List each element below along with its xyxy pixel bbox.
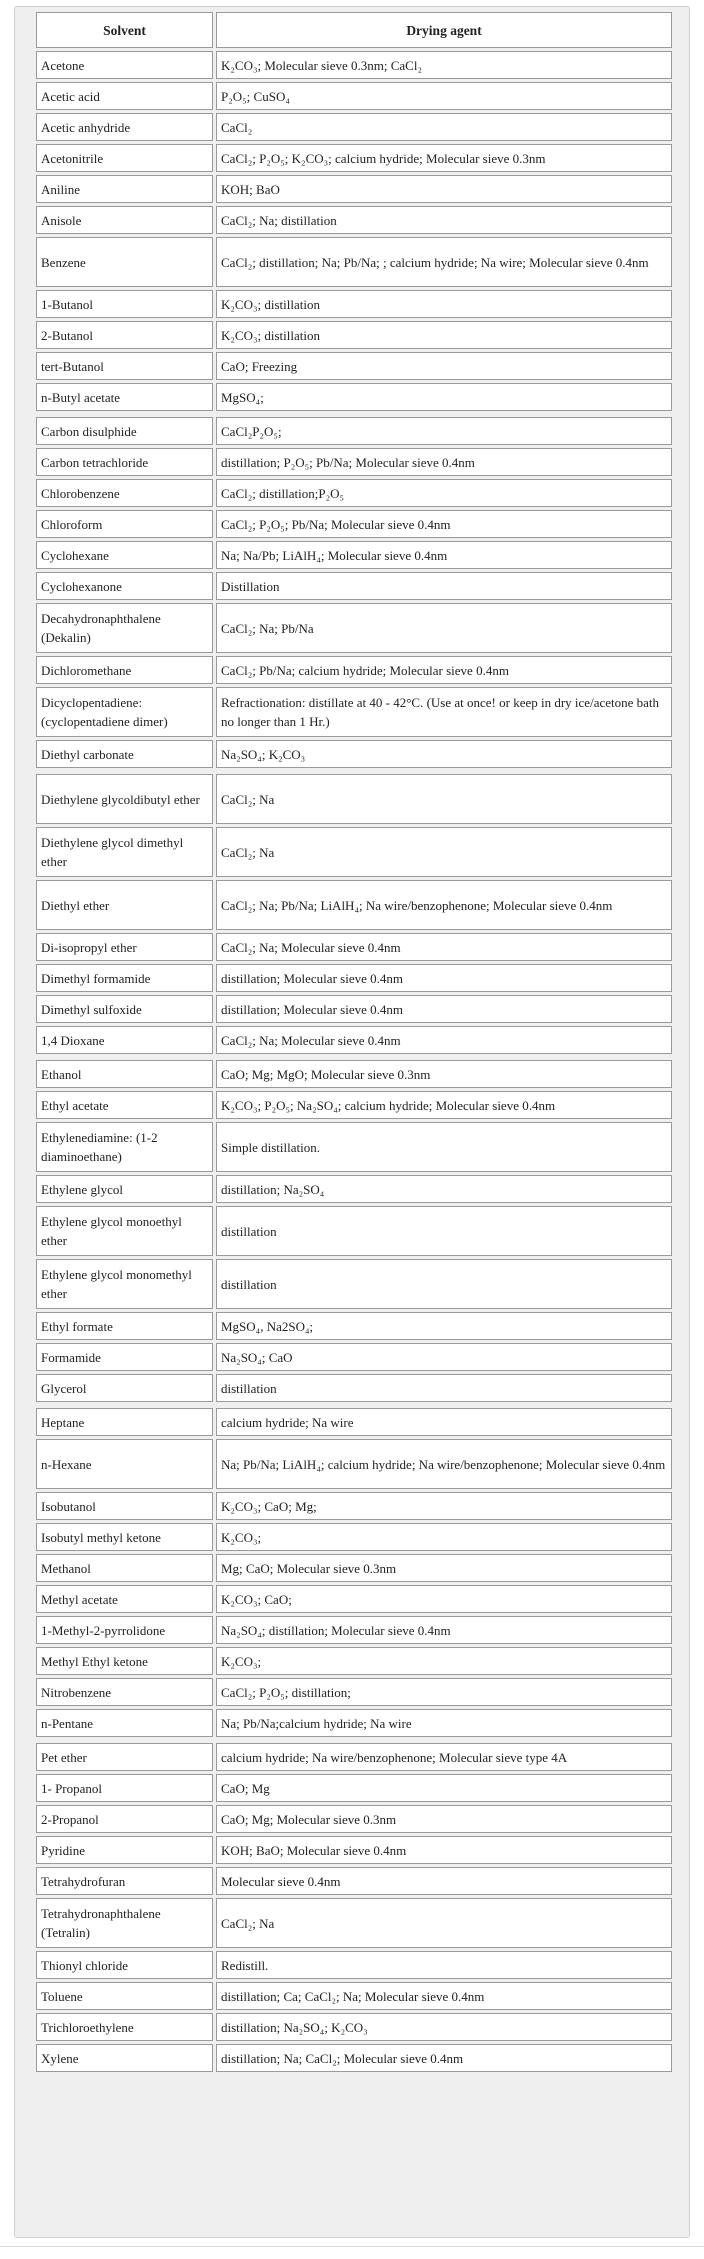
- table-row: [36, 1647, 672, 1675]
- solvent-name: Carbon tetrachloride: [41, 454, 149, 470]
- drying-agent-text: CaCl₂; Na; Molecular sieve 0.4nm: [221, 1032, 401, 1048]
- drying-agent-cell: [216, 1951, 672, 1979]
- table-row: [36, 144, 672, 172]
- table-row: [36, 1259, 672, 1309]
- drying-agent-cell: [216, 1439, 672, 1489]
- solvent-name: Anisole: [41, 212, 82, 228]
- bottom-divider: [0, 2246, 704, 2247]
- drying-agent-cell: [216, 740, 672, 768]
- drying-agent-cell: [216, 1091, 672, 1119]
- drying-agent-text: distillation: [221, 1223, 277, 1239]
- solvent-name: Xylene: [41, 2050, 79, 2066]
- solvent-cell: [36, 1206, 213, 1256]
- table-row: [36, 1774, 672, 1802]
- table-row: [36, 1554, 672, 1582]
- table-row: [36, 1678, 672, 1706]
- solvent-cell: [36, 1374, 213, 1402]
- solvent-name: Diethyl carbonate: [41, 746, 134, 762]
- drying-agent-cell: [216, 1836, 672, 1864]
- table-section: [36, 1408, 672, 1737]
- drying-agent-cell: [216, 1060, 672, 1088]
- drying-agent-text: CaCl₂; Na; distillation: [221, 212, 337, 228]
- drying-agent-cell: [216, 1867, 672, 1895]
- drying-agent-text: K₂CO₃;: [221, 1529, 262, 1545]
- drying-agent-text: CaCl₂; distillation;P₂O₅: [221, 485, 345, 501]
- solvent-name: Tetrahydronaphthalene (Tetralin): [41, 1906, 161, 1940]
- solvent-name: Trichloroethylene: [41, 2019, 134, 2035]
- drying-agent-text: K₂CO₃; Molecular sieve 0.3nm; CaCl₂: [221, 57, 422, 73]
- drying-agent-cell: [216, 144, 672, 172]
- drying-agent-text: CaCl₂P₂O₅;: [221, 423, 282, 439]
- solvent-cell: [36, 2044, 213, 2072]
- solvent-cell: [36, 82, 213, 110]
- solvent-cell: [36, 1898, 213, 1948]
- solvent-cell: [36, 774, 213, 824]
- drying-agent-text: CaO; Freezing: [221, 358, 298, 374]
- solvent-name: Dimethyl sulfoxide: [41, 1001, 142, 1017]
- solvent-name: Aniline: [41, 181, 80, 197]
- drying-agent-cell: [216, 603, 672, 653]
- solvent-cell: [36, 2013, 213, 2041]
- solvent-cell: [36, 1026, 213, 1054]
- solvent-name: Glycerol: [41, 1380, 87, 1396]
- drying-agent-cell: [216, 572, 672, 600]
- solvent-cell: [36, 1312, 213, 1340]
- solvent-name: Dicyclopentadiene: (cyclopentadiene dimer): [41, 695, 168, 729]
- drying-agent-cell: [216, 656, 672, 684]
- solvent-name: Chloroform: [41, 516, 103, 532]
- table-section: [36, 417, 672, 768]
- table-section: [36, 51, 672, 411]
- table-row: [36, 1492, 672, 1520]
- table-row: [36, 510, 672, 538]
- table-row: [36, 175, 672, 203]
- solvent-cell: [36, 1805, 213, 1833]
- drying-agent-text: KOH; BaO; Molecular sieve 0.4nm: [221, 1842, 407, 1858]
- solvent-cell: [36, 1554, 213, 1582]
- solvent-cell: [36, 827, 213, 877]
- table-section: [36, 1743, 672, 2072]
- solvent-name: Isobutyl methyl ketone: [41, 1529, 161, 1545]
- solvent-name: Ethylene glycol monomethyl ether: [41, 1267, 192, 1301]
- drying-agent-cell: [216, 352, 672, 380]
- drying-agent-cell: [216, 933, 672, 961]
- solvent-cell: [36, 1523, 213, 1551]
- solvent-cell: [36, 603, 213, 653]
- drying-agent-text: distillation; Ca; CaCl₂; Na; Molecular sieve 0.4nm: [221, 1988, 485, 2004]
- drying-agent-cell: [216, 175, 672, 203]
- table-row: [36, 827, 672, 877]
- solvent-cell: [36, 113, 213, 141]
- drying-agent-cell: [216, 1585, 672, 1613]
- drying-agent-cell: [216, 1343, 672, 1371]
- solvent-cell: [36, 383, 213, 411]
- drying-agent-cell: [216, 964, 672, 992]
- solvent-cell: [36, 1709, 213, 1737]
- table-body: [36, 51, 672, 2072]
- drying-agent-text: calcium hydride; Na wire/benzophenone; Molecular sieve type 4A: [221, 1749, 568, 1765]
- solvent-name: Di-isopropyl ether: [41, 939, 137, 955]
- table-row: [36, 82, 672, 110]
- solvent-name: Methanol: [41, 1560, 91, 1576]
- solvent-name: tert-Butanol: [41, 358, 104, 374]
- drying-agent-text: Na₂SO₄; K₂CO₃: [221, 746, 306, 762]
- drying-agent-text: Redistill.: [221, 1957, 269, 1973]
- drying-agent-cell: [216, 1492, 672, 1520]
- drying-agent-cell: [216, 237, 672, 287]
- table-row: [36, 352, 672, 380]
- solvent-cell: [36, 1982, 213, 2010]
- solvent-cell: [36, 1867, 213, 1895]
- solvent-cell: [36, 880, 213, 930]
- table-row: [36, 1867, 672, 1895]
- solvent-name: Ethylene glycol: [41, 1181, 123, 1197]
- table-row: [36, 206, 672, 234]
- drying-agent-cell: [216, 206, 672, 234]
- drying-agent-cell: [216, 1374, 672, 1402]
- drying-agent-cell: [216, 1206, 672, 1256]
- solvent-name: Ethyl formate: [41, 1318, 113, 1334]
- drying-agent-text: CaCl₂; P₂O₅; Pb/Na; Molecular sieve 0.4nm: [221, 516, 451, 532]
- solvent-name: 2-Butanol: [41, 327, 93, 343]
- drying-agent-text: KOH; BaO: [221, 181, 280, 197]
- solvent-cell: [36, 1951, 213, 1979]
- solvent-cell: [36, 541, 213, 569]
- drying-agent-text: calcium hydride; Na wire: [221, 1414, 354, 1430]
- drying-agent-cell: [216, 880, 672, 930]
- solvent-cell: [36, 175, 213, 203]
- drying-agent-text: CaCl₂; distillation; Na; Pb/Na; ; calcium hydride; Na wire; Molecular sieve 0.4nm: [221, 254, 649, 270]
- table-row: [36, 1836, 672, 1864]
- table-row: [36, 995, 672, 1023]
- solvent-cell: [36, 933, 213, 961]
- drying-agent-cell: [216, 1554, 672, 1582]
- drying-agent-text: Molecular sieve 0.4nm: [221, 1873, 341, 1889]
- table-row: [36, 1982, 672, 2010]
- drying-agent-text: Distillation: [221, 578, 280, 594]
- drying-agent-cell: [216, 82, 672, 110]
- table-row: [36, 2013, 672, 2041]
- drying-agent-cell: [216, 1898, 672, 1948]
- table-row: [36, 448, 672, 476]
- drying-agent-cell: [216, 1616, 672, 1644]
- table-row: [36, 774, 672, 824]
- table-row: [36, 1951, 672, 1979]
- drying-agent-cell: [216, 1743, 672, 1771]
- drying-agent-text: Refractionation: distillate at 40 - 42°C. (Use at once! or keep in dry ice/acetone bath no longer than 1 Hr.): [221, 695, 660, 729]
- drying-agent-text: K₂CO₃; CaO; Mg;: [221, 1498, 317, 1514]
- solvent-cell: [36, 964, 213, 992]
- table-row: [36, 321, 672, 349]
- solvent-cell: [36, 1678, 213, 1706]
- drying-agent-text: distillation; Molecular sieve 0.4nm: [221, 1001, 403, 1017]
- solvent-cell: [36, 479, 213, 507]
- drying-agent-text: Mg; CaO; Molecular sieve 0.3nm: [221, 1560, 397, 1576]
- drying-agent-cell: [216, 1259, 672, 1309]
- table-row: [36, 1206, 672, 1256]
- drying-agent-cell: [216, 1647, 672, 1675]
- table-row: [36, 417, 672, 445]
- drying-agent-text: K₂CO₃;: [221, 1653, 262, 1669]
- table-row: [36, 1805, 672, 1833]
- solvent-name: Dimethyl formamide: [41, 970, 151, 986]
- drying-agent-cell: [216, 1774, 672, 1802]
- table-row: [36, 541, 672, 569]
- solvent-name: Decahydronaphthalene (Dekalin): [41, 611, 161, 645]
- drying-agent-cell: [216, 774, 672, 824]
- solvent-name: Isobutanol: [41, 1498, 96, 1514]
- drying-agent-text: distillation: [221, 1276, 277, 1292]
- drying-agent-cell: [216, 321, 672, 349]
- drying-agent-cell: [216, 290, 672, 318]
- solvent-cell: [36, 1408, 213, 1436]
- solvent-cell: [36, 321, 213, 349]
- solvent-name: n-Hexane: [41, 1456, 92, 1472]
- solvent-cell: [36, 740, 213, 768]
- table-row: [36, 1312, 672, 1340]
- solvent-name: Toluene: [41, 1988, 83, 2004]
- solvent-cell: [36, 1091, 213, 1119]
- drying-agent-cell: [216, 51, 672, 79]
- drying-agent-text: MgSO₄;: [221, 389, 264, 405]
- solvent-cell: [36, 1616, 213, 1644]
- header-drying-agent: Drying agent: [216, 12, 672, 48]
- drying-agent-cell: [216, 1026, 672, 1054]
- drying-agent-cell: [216, 510, 672, 538]
- drying-agent-text: CaO; Mg; MgO; Molecular sieve 0.3nm: [221, 1066, 431, 1082]
- drying-agent-text: K₂CO₃; P₂O₅; Na₂SO₄; calcium hydride; Molecular sieve 0.4nm: [221, 1097, 556, 1113]
- table-row: [36, 2044, 672, 2072]
- solvent-cell: [36, 1122, 213, 1172]
- drying-agent-cell: [216, 1175, 672, 1203]
- table-row: [36, 572, 672, 600]
- table-section: [36, 1060, 672, 1402]
- solvent-name: Dichloromethane: [41, 662, 132, 678]
- drying-agent-text: CaO; Mg; Molecular sieve 0.3nm: [221, 1811, 397, 1827]
- solvent-name: Diethylene glycoldibutyl ether: [41, 791, 200, 807]
- drying-agent-text: CaCl₂; P₂O₅; distillation;: [221, 1684, 351, 1700]
- table-row: [36, 1523, 672, 1551]
- solvent-name: Ethyl acetate: [41, 1097, 109, 1113]
- solvent-name: Acetic acid: [41, 88, 100, 104]
- drying-agent-cell: [216, 995, 672, 1023]
- drying-agent-cell: [216, 479, 672, 507]
- drying-agent-text: CaCl₂; Na; Molecular sieve 0.4nm: [221, 939, 401, 955]
- drying-agent-cell: [216, 1408, 672, 1436]
- solvent-cell: [36, 1175, 213, 1203]
- drying-agent-cell: [216, 1805, 672, 1833]
- solvent-name: 2-Propanol: [41, 1811, 99, 1827]
- drying-agent-text: CaCl₂; Na: [221, 1915, 275, 1931]
- table-row: [36, 964, 672, 992]
- solvent-cell: [36, 1743, 213, 1771]
- solvent-cell: [36, 417, 213, 445]
- table-row: [36, 1743, 672, 1771]
- solvent-name: Benzene: [41, 254, 86, 270]
- drying-agent-text: CaCl₂; P₂O₅; K₂CO₃; calcium hydride; Molecular sieve 0.3nm: [221, 150, 546, 166]
- table-row: [36, 603, 672, 653]
- drying-agent-text: CaCl₂; Na; Pb/Na; LiAlH₄; Na wire/benzophenone; Molecular sieve 0.4nm: [221, 897, 613, 913]
- drying-agent-text: CaCl₂: [221, 119, 253, 135]
- table-row: [36, 51, 672, 79]
- table-row: [36, 880, 672, 930]
- drying-agent-cell: [216, 448, 672, 476]
- solvent-name: Methyl Ethyl ketone: [41, 1653, 148, 1669]
- solvent-cell: [36, 352, 213, 380]
- solvent-name: Carbon disulphide: [41, 423, 137, 439]
- solvent-name: Acetone: [41, 57, 85, 73]
- drying-agent-text: Simple distillation.: [221, 1139, 320, 1155]
- drying-agent-text: MgSO₄, Na2SO₄;: [221, 1318, 314, 1334]
- drying-agent-text: distillation; P₂O₅; Pb/Na; Molecular sieve 0.4nm: [221, 454, 475, 470]
- drying-agent-cell: [216, 417, 672, 445]
- table-row: [36, 1709, 672, 1737]
- drying-agent-cell: [216, 1982, 672, 2010]
- drying-agent-text: CaCl₂; Na: [221, 844, 275, 860]
- solvent-cell: [36, 510, 213, 538]
- drying-agent-text: CaCl₂; Na; Pb/Na: [221, 620, 314, 636]
- solvent-name: Pyridine: [41, 1842, 86, 1858]
- header-solvent: Solvent: [36, 12, 213, 48]
- table-row: [36, 1026, 672, 1054]
- drying-agent-cell: [216, 383, 672, 411]
- drying-agent-text: K₂CO₃; distillation: [221, 327, 320, 343]
- solvent-name: 1-Butanol: [41, 296, 93, 312]
- solvent-cell: [36, 572, 213, 600]
- solvent-name: Ethylenediamine: (1-2 diaminoethane): [41, 1130, 158, 1164]
- solvent-name: Thionyl chloride: [41, 1957, 129, 1973]
- drying-agent-text: Na₂SO₄; distillation; Molecular sieve 0.4nm: [221, 1622, 451, 1638]
- solvent-name: Acetonitrile: [41, 150, 104, 166]
- solvent-cell: [36, 687, 213, 737]
- solvent-name: n-Butyl acetate: [41, 389, 121, 405]
- table-row: [36, 933, 672, 961]
- table-row: [36, 1343, 672, 1371]
- table-row: [36, 1374, 672, 1402]
- solvent-cell: [36, 1647, 213, 1675]
- drying-agent-cell: [216, 2044, 672, 2072]
- solvent-name: Nitrobenzene: [41, 1684, 112, 1700]
- drying-agent-text: P₂O₅; CuSO₄: [221, 88, 290, 104]
- solvent-cell: [36, 1259, 213, 1309]
- solvent-cell: [36, 144, 213, 172]
- drying-agent-text: distillation; Na₂SO₄: [221, 1181, 325, 1197]
- drying-agent-cell: [216, 1709, 672, 1737]
- solvent-cell: [36, 237, 213, 287]
- table-row: [36, 1616, 672, 1644]
- solvent-name: Cyclohexanone: [41, 578, 122, 594]
- solvent-cell: [36, 290, 213, 318]
- table-row: [36, 1439, 672, 1489]
- table-row: [36, 687, 672, 737]
- solvent-cell: [36, 995, 213, 1023]
- drying-agent-text: Na; Na/Pb; LiAlH₄; Molecular sieve 0.4nm: [221, 547, 448, 563]
- drying-agent-text: Na₂SO₄; CaO: [221, 1349, 293, 1365]
- table-row: [36, 1122, 672, 1172]
- solvent-name: Diethyl ether: [41, 897, 110, 913]
- solvent-name: Pet ether: [41, 1749, 87, 1765]
- drying-agent-text: Na; Pb/Na;calcium hydride; Na wire: [221, 1715, 412, 1731]
- solvent-cell: [36, 51, 213, 79]
- drying-agent-text: distillation; Na; CaCl₂; Molecular sieve 0.4nm: [221, 2050, 464, 2066]
- solvent-name: 1,4 Dioxane: [41, 1032, 105, 1048]
- solvent-cell: [36, 1439, 213, 1489]
- table-row: [36, 383, 672, 411]
- table-row: [36, 113, 672, 141]
- drying-agent-cell: [216, 541, 672, 569]
- table-header: [36, 12, 672, 48]
- drying-agent-text: CaCl₂; Pb/Na; calcium hydride; Molecular sieve 0.4nm: [221, 662, 509, 678]
- solvent-name: Diethylene glycol dimethyl ether: [41, 835, 184, 869]
- drying-agent-cell: [216, 2013, 672, 2041]
- solvent-name: Heptane: [41, 1414, 85, 1430]
- table-row: [36, 740, 672, 768]
- solvent-cell: [36, 1836, 213, 1864]
- drying-agent-cell: [216, 113, 672, 141]
- drying-agent-text: distillation: [221, 1380, 277, 1396]
- solvent-name: Tetrahydrofuran: [41, 1873, 126, 1889]
- drying-agent-text: CaCl₂; Na: [221, 791, 275, 807]
- solvent-name: Methyl acetate: [41, 1591, 118, 1607]
- table-section: [36, 774, 672, 1054]
- solvent-name: 1- Propanol: [41, 1780, 103, 1796]
- table-row: [36, 1585, 672, 1613]
- table-row: [36, 656, 672, 684]
- drying-agent-text: distillation; Na₂SO₄; K₂CO₃: [221, 2019, 368, 2035]
- solvent-name: Formamide: [41, 1349, 101, 1365]
- solvent-cell: [36, 1585, 213, 1613]
- solvent-cell: [36, 1343, 213, 1371]
- solvent-cell: [36, 1492, 213, 1520]
- table-row: [36, 1175, 672, 1203]
- solvent-cell: [36, 1060, 213, 1088]
- drying-agent-cell: [216, 1678, 672, 1706]
- solvent-cell: [36, 1774, 213, 1802]
- table-row: [36, 1060, 672, 1088]
- drying-agent-cell: [216, 1312, 672, 1340]
- table-row: [36, 1408, 672, 1436]
- solvent-name: Cyclohexane: [41, 547, 109, 563]
- drying-agent-text: K₂CO₃; distillation: [221, 296, 320, 312]
- drying-agent-cell: [216, 1122, 672, 1172]
- solvent-name: Acetic anhydride: [41, 119, 131, 135]
- table-row: [36, 290, 672, 318]
- table-row: [36, 237, 672, 287]
- drying-agent-text: Na; Pb/Na; LiAlH₄; calcium hydride; Na wire/benzophenone; Molecular sieve 0.4nm: [221, 1456, 666, 1472]
- drying-agent-cell: [216, 827, 672, 877]
- solvent-name: n-Pentane: [41, 1715, 93, 1731]
- drying-agent-cell: [216, 687, 672, 737]
- table-row: [36, 1898, 672, 1948]
- solvent-cell: [36, 206, 213, 234]
- table-row: [36, 479, 672, 507]
- table-row: [36, 1091, 672, 1119]
- solvent-name: Chlorobenzene: [41, 485, 120, 501]
- drying-agent-text: K₂CO₃; CaO;: [221, 1591, 292, 1607]
- solvent-name: 1-Methyl-2-pyrrolidone: [41, 1622, 166, 1638]
- drying-agents-table: [36, 12, 672, 2078]
- solvent-cell: [36, 448, 213, 476]
- drying-agent-text: distillation; Molecular sieve 0.4nm: [221, 970, 403, 986]
- solvent-name: Ethylene glycol monoethyl ether: [41, 1214, 182, 1248]
- solvent-cell: [36, 656, 213, 684]
- drying-agent-cell: [216, 1523, 672, 1551]
- solvent-name: Ethanol: [41, 1066, 82, 1082]
- drying-agent-text: CaO; Mg: [221, 1780, 270, 1796]
